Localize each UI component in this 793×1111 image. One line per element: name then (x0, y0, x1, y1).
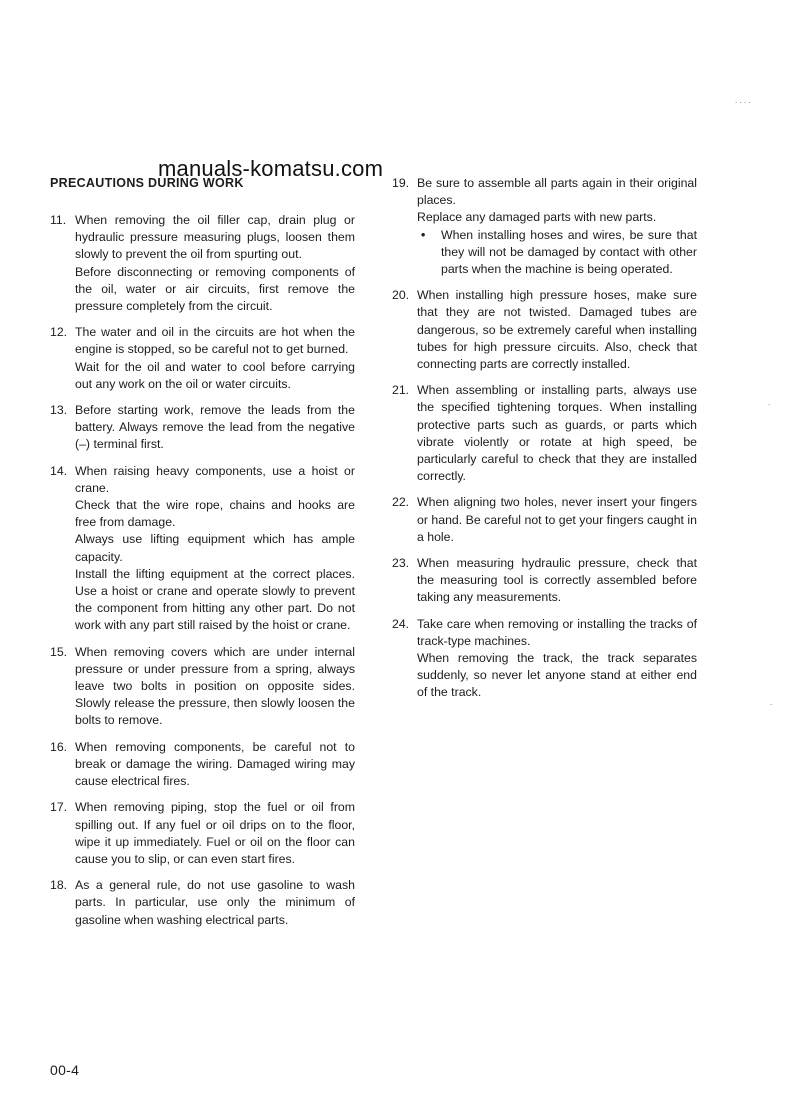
item-paragraph: Install the lifting equipment at the correct places. Use a hoist or crane and operate slowly to prevent the component from hitting any other part. Do not work with any part still raised by the hoist or crane. (75, 566, 355, 633)
item-paragraph: When removing piping, stop the fuel or oil from spilling out. If any fuel or oil drips on to the floor, wipe it up immediately. Fuel or oil on the floor can cause you to slip, or can even start fires. (75, 800, 355, 866)
item-number: 21. (392, 383, 410, 398)
list-item (50, 877, 355, 929)
item-number: 18. (50, 878, 68, 893)
item-paragraph: Wait for the oil and water to cool before carrying out any work on the oil or water circuits. (75, 359, 355, 391)
item-paragraph: The water and oil in the circuits are hot when the engine is stopped, so be careful not to get burned. (75, 325, 355, 357)
item-paragraph: When removing components, be careful not to break or damage the wiring. Damaged wiring may cause electrical fires. (75, 739, 355, 789)
item-number: 13. (50, 403, 68, 418)
item-paragraph: Replace any damaged parts with new parts. (417, 210, 657, 225)
list-item (50, 799, 355, 868)
item-paragraph: As a general rule, do not use gasoline to wash parts. In particular, use only the minimum of gasoline when washing electrical parts. (75, 878, 355, 927)
right-column (392, 175, 697, 711)
bullet-icon: • (421, 227, 426, 242)
scan-speck: . (770, 698, 773, 707)
list-item (392, 555, 697, 607)
item-number: 17. (50, 800, 68, 815)
list-item (392, 616, 697, 702)
item-number: 24. (392, 616, 410, 631)
item-number: 19. (392, 176, 410, 190)
item-paragraph: When removing the track, the track separates suddenly, so never let anyone stand at either end of the track. (417, 651, 697, 700)
item-number: 12. (50, 325, 68, 340)
list-item (392, 494, 697, 546)
item-paragraph: When removing the oil filler cap, drain plug or hydraulic pressure measuring plugs, loosen them slowly to prevent the oil from spurting out. (75, 213, 355, 262)
item-paragraph: When assembling or installing parts, always use the specified tightening torques. When installing protective parts such as guards, or parts which vibrate violently or rotate at high speed, be particularly careful to check that they are installed correctly. (417, 383, 697, 484)
item-number: 14. (50, 463, 68, 478)
item-paragraph: When aligning two holes, never insert your fingers or hand. Be careful not to get your fingers caught in a hole. (417, 495, 697, 544)
left-column (50, 212, 355, 938)
item-number: 22. (392, 495, 410, 510)
item-paragraph: Take care when removing or installing the tracks of track-type machines. (417, 616, 697, 648)
list-item (392, 175, 697, 278)
list-item (50, 739, 355, 791)
item-paragraph: Before disconnecting or removing components of the oil, water or air circuits, first remove the pressure completely from the circuit. (75, 264, 355, 314)
list-item (50, 644, 355, 730)
item-paragraph: Check that the wire rope, chains and hooks are free from damage. (75, 498, 355, 530)
item-paragraph: Be sure to assemble all parts again in their original places. (417, 176, 697, 208)
item-number: 11. (50, 213, 67, 227)
item-number: 23. (392, 556, 410, 571)
list-item (50, 402, 355, 454)
list-item (392, 382, 697, 485)
page-number: 00-4 (50, 1062, 80, 1078)
list-item (392, 287, 697, 373)
bullet-text: When installing hoses and wires, be sure that they will not be damaged by contact with other parts when the machine is being operated. (441, 227, 697, 277)
scan-speck: . . . . (735, 96, 751, 105)
item-number: 20. (392, 288, 410, 303)
item-paragraph: When measuring hydraulic pressure, check that the measuring tool is correctly assembled before taking any measurements. (417, 556, 697, 605)
watermark-text: manuals-komatsu.com (158, 156, 384, 181)
item-paragraph: When raising heavy components, use a hoist or crane. (75, 463, 355, 495)
item-number: 15. (50, 644, 68, 659)
list-item (50, 463, 355, 635)
section-heading: PRECAUTIONS DURING WORK (50, 176, 244, 190)
list-item (50, 324, 355, 393)
item-paragraph: Always use lifting equipment which has ample capacity. (75, 532, 355, 564)
scan-speck: . (768, 398, 771, 407)
bullet-point (417, 227, 697, 279)
item-paragraph: Before starting work, remove the leads from the battery. Always remove the lead from the negative (–) terminal first. (75, 403, 355, 452)
item-paragraph: When removing covers which are under internal pressure or under pressure from a spring, always leave two bolts in position on opposite sides. Slowly release the pressure, then slowly loosen the bolts to remove. (75, 644, 355, 728)
list-item (50, 212, 355, 315)
item-paragraph: When installing high pressure hoses, make sure that they are not twisted. Damaged tubes are dangerous, so be extremely careful when installing tubes for high pressure circuits. Also, check that connecting parts are correctly installed. (417, 288, 697, 372)
item-number: 16. (50, 739, 68, 754)
